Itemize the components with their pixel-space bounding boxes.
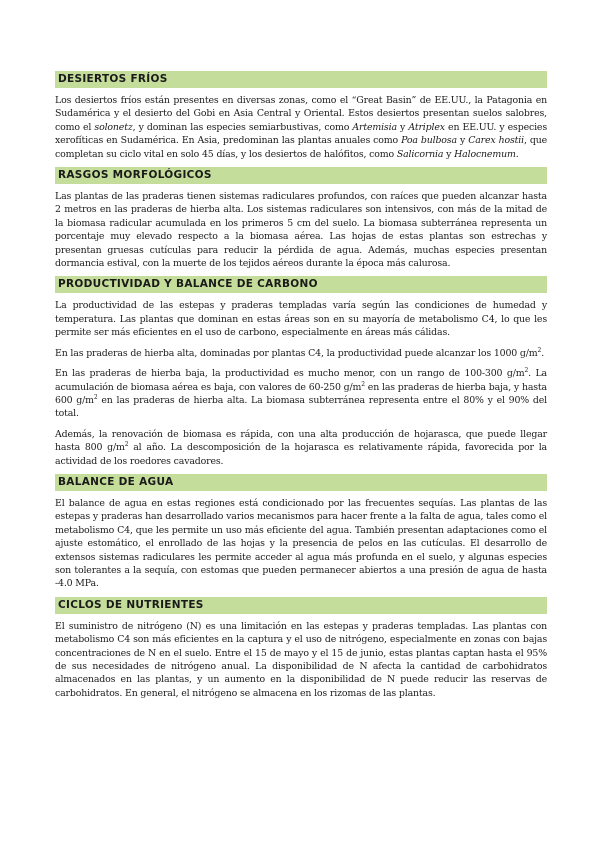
section-title: BALANCE DE AGUA	[55, 474, 547, 491]
section-productividad	[55, 276, 547, 467]
paragraph: El suministro de nitrógeno (N) es una limitación en las estepas y praderas templadas. Las plantas con metabolismo C4 son más eficientes en la captura y el uso de nitrógeno, especialmente en zonas con bajas concentraciones de N en el suelo. Entre el 15 de mayo y el 15 de junio, estas plantas captan hasta el 95% de sus necesidades de nitrógeno anual. La disponibilidad de N afecta la cantidad de carbohidratos almacenados en las plantas, y un aumento en la disponibilidad de N puede reducir las reservas de carbohidratos. En general, el nitrógeno se almacena en los rizomas de las plantas.	[55, 620, 547, 699]
section-desiertos-frios	[55, 71, 547, 161]
paragraph: En las praderas de hierba alta, dominadas por plantas C4, la productividad puede alcanzar los 1000 $g/m^2$.	[55, 346, 545, 359]
section-title: RASGOS MORFOLÓGICOS	[55, 167, 547, 184]
document-page	[55, 71, 547, 706]
section-title: CICLOS DE NUTRIENTES	[55, 597, 547, 614]
taxon-name: Poa bulbosa	[401, 135, 457, 147]
paragraph: En las praderas de hierba baja, la productividad es mucho menor, con un rango de 100-300 $g/m^2$. La acumulación de biomasa aérea es baja, con valores de 60-250 $g/m^2$ en las praderas de hierba baja, y hasta 600 $g/m^2$ en las praderas de hierba alta. La biomasa subterránea representa entre el 80% y el 90% del total.	[55, 366, 547, 420]
paragraph: Las plantas de las praderas tienen sistemas radiculares profundos, con raíces que pueden alcanzar hasta 2 metros en las praderas de hierba alta. Los sistemas radiculares son intensivos, con más de la mitad de la biomasa radicular acumulada en los primeros 5 cm del suelo. La biomasa subterránea representa un porcentaje muy elevado respecto a la biomasa aérea. Las hojas de estas plantas son estrechas y presentan gruesas cutículas para reducir la pérdida de agua. Además, muchas especies presentan dormancia estival, con la muerte de los tejidos aéreos durante la época más calurosa.	[55, 191, 547, 270]
section-ciclos-de-nutrientes	[55, 597, 547, 700]
section-rasgos-morfologicos	[55, 167, 547, 270]
taxon-name: Carex hostii	[468, 135, 524, 147]
superscript: 2	[93, 393, 98, 401]
paragraph: Los desiertos fríos están presentes en diversas zonas, como el “Great Basin” de EE.UU., la Patagonia en Sudamérica y el desierto del Gobi en Asia Central y Oriental. Estos desiertos presentan suelos salobres, como el solonetz, y dominan las especies semiarbustivas, como Artemisia y Atriplex en EE.UU. y especies xerofíticas en Sudamérica. En Asia, predominan las plantas anuales como Poa bulbosa y Carex hostii, que completan su ciclo vital en solo 45 días, y los desiertos de halófitos, como Salicornia y Halocnemum.	[55, 95, 547, 160]
section-title: DESIERTOS FRÍOS	[55, 71, 547, 88]
taxon-name: Artemisia	[352, 121, 397, 133]
paragraph: Además, la renovación de biomasa es rápida, con una alta producción de hojarasca, que puede llegar hasta 800 $g/m^2$ al año. La descomposición de la hojarasca es relativamente rápida, favorecida por la actividad de los roedores cavadores.	[55, 428, 547, 467]
superscript: 2	[124, 441, 129, 448]
taxon-name: Salicornia	[396, 148, 444, 160]
section-title: PRODUCTIVIDAD Y BALANCE DE CARBONO	[55, 276, 547, 293]
section-balance-de-agua	[55, 474, 547, 591]
taxon-name: Atriplex	[408, 121, 445, 133]
superscript: 2	[361, 380, 365, 388]
superscript: 2	[537, 346, 542, 354]
superscript: 2	[524, 366, 529, 374]
paragraph: El balance de agua en estas regiones está condicionado por las frecuentes sequías. Las plantas de las estepas y praderas han desarrollado varios mecanismos para hacer frente a la falta de agua, tales como el metabolismo C4, que les permite un uso más eficiente del agua. También presentan adaptaciones como el ajuste estomático, el enrollado de las hojas y la presencia de pelos en las cutículas. El desarrollo de extensos sistemas radiculares les permite acceder al agua más profunda en el suelo, y algunas especies son tolerantes a la sequía, con estomas que pueden permanecer abiertos a una presión de agua de hasta -4.0 MPa.	[55, 497, 547, 590]
taxon-name: solonetz	[94, 121, 133, 133]
paragraph: La productividad de las estepas y praderas templadas varía según las condiciones de humedad y temperatura. Las plantas que dominan en estas áreas son en su mayoría de metabolismo C4, lo que les permite ser más eficientes en el uso de carbono, especialmente en áreas más cálidas.	[55, 300, 547, 339]
taxon-name: Halocnemum	[454, 148, 516, 160]
